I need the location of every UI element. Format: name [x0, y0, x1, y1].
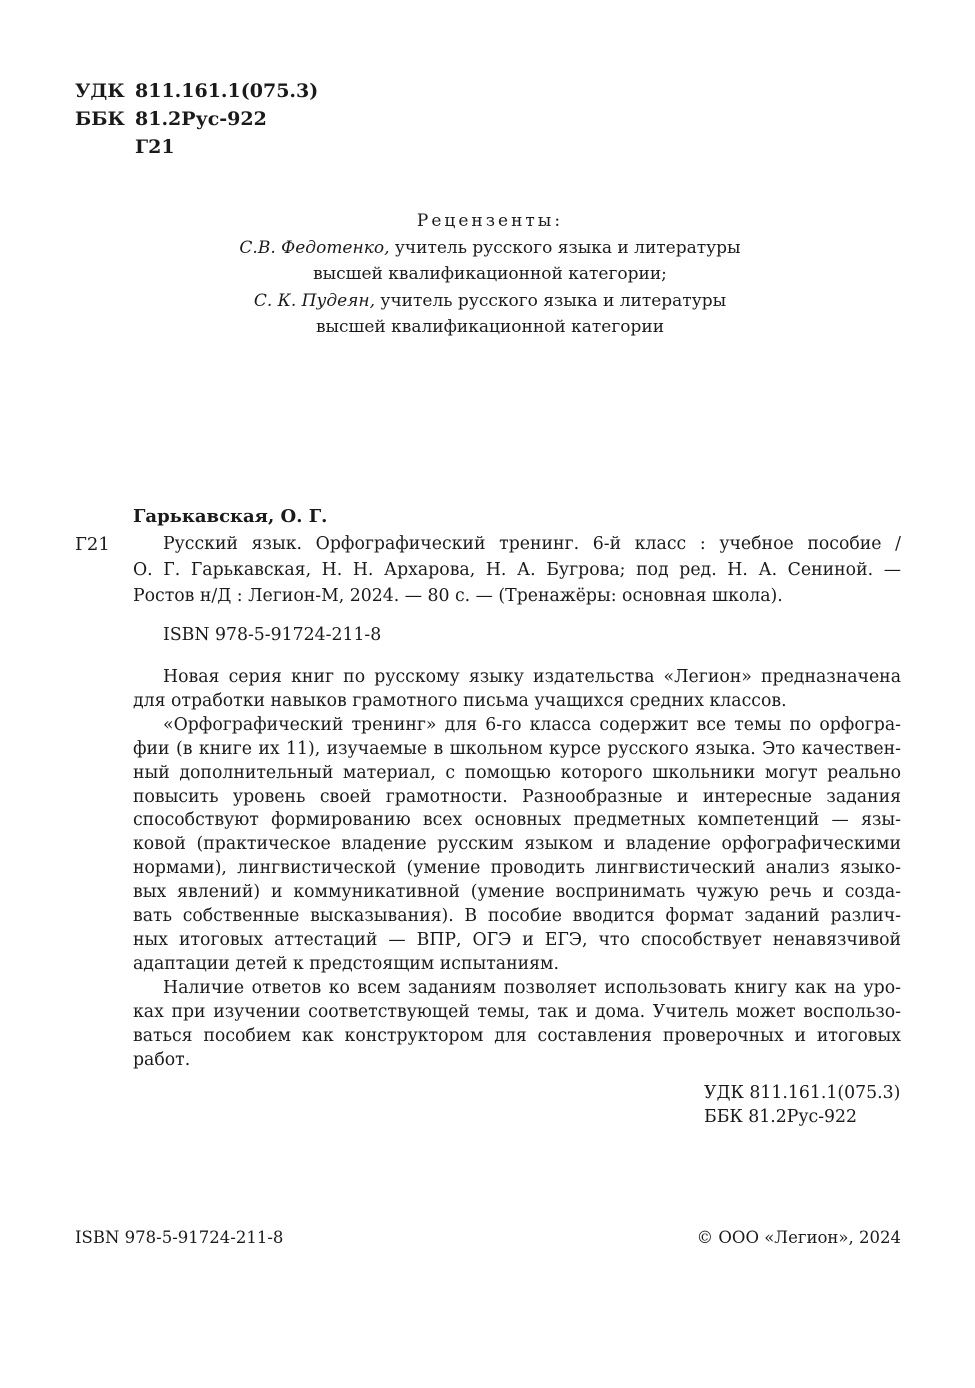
- reviewer-2-line-2: высшей квалификационной категории: [315, 317, 665, 337]
- reviewer-1-name: С.В. Федотенко,: [239, 237, 390, 258]
- reviewers-heading: Рецензенты:: [416, 211, 564, 231]
- annotation-line: ках при изучении соответствующей темы, так и дома. Учитель может воспользо-: [133, 1001, 901, 1022]
- reviewer-2-role: учитель русского языка и литературы: [375, 290, 727, 311]
- udk-label: УДК: [75, 80, 125, 102]
- bbk-label: ББК: [75, 108, 125, 130]
- annotation-line: ковой (практическое владение русским языком и владение орфографическими: [133, 834, 901, 855]
- annotation-line: ваться пособием как конструктором для составления проверочных и итоговых: [133, 1025, 901, 1046]
- author-heading: Гарькавская, О. Г.: [133, 506, 328, 527]
- reviewers-block: [140, 208, 840, 341]
- annotation-line: фии (в книге их 11), изучаемые в школьном курсе русского языка. Это качествен-: [133, 738, 901, 759]
- author-mark-row: [75, 136, 175, 158]
- bottom-codes: [704, 1081, 900, 1129]
- annotation-line: для отработки навыков грамотного письма учащихся средних классов.: [133, 690, 787, 711]
- footer-isbn: ISBN 978-5-91724-211-8: [75, 1228, 284, 1247]
- annotation-line: ный дополнительный материал, с помощью которого школьники могут реально: [133, 762, 901, 783]
- udk-value: 811.161.1(075.3): [135, 80, 319, 102]
- annotation-line: ных итоговых аттестаций — ВПР, ОГЭ и ЕГЭ, что способствует ненавязчивой: [133, 929, 901, 950]
- annotation-line: Наличие ответов ко всем заданиям позволяет использовать книгу как на уро-: [163, 977, 901, 998]
- annotation: [133, 666, 901, 1072]
- bibliographic-description: [133, 531, 901, 609]
- annotation-line: вых явлений) и коммуникативной (умение воспринимать чужую речь и созда-: [133, 882, 901, 903]
- reviewer-1-line-1: [140, 235, 840, 262]
- reviewer-2-line-1: [140, 288, 840, 315]
- annotation-line: способствуют формированию всех основных предметных компетенций — язы-: [133, 810, 901, 831]
- bib-code: Г21: [75, 534, 110, 555]
- reviewer-2-name: С. К. Пудеян,: [253, 290, 376, 311]
- bottom-bbk: ББК 81.2Рус-922: [704, 1107, 858, 1127]
- udk-row: [75, 80, 318, 102]
- annotation-line: «Орфографический тренинг» для 6-го класса содержит все темы по орфогра-: [163, 714, 901, 735]
- bib-line-2: О. Г. Гарькавская, Н. Н. Архарова, Н. А. Бугрова; под ред. Н. А. Сениной. —: [133, 560, 901, 580]
- annotation-line: вать собственные высказывания). В пособие вводится формат заданий различ-: [133, 906, 901, 927]
- annotation-line: Новая серия книг по русскому языку издательства «Легион» предназначена: [163, 667, 901, 687]
- bib-line-3: Ростов н/Д : Легион-М, 2024. — 80 с. — (Тренажёры: основная школа).: [133, 586, 783, 606]
- annotation-line: работ.: [133, 1049, 191, 1070]
- reviewer-1-line-2: высшей квалификационной категории;: [313, 264, 667, 284]
- bottom-udk: УДК 811.161.1(075.3): [704, 1083, 901, 1103]
- annotation-line: нормами), лингвистической (умение проводить лингвистический анализ языко-: [133, 858, 901, 879]
- annotation-line: адаптации детей к предстоящим испытаниям.: [133, 953, 559, 974]
- bib-isbn: ISBN 978-5-91724-211-8: [163, 625, 382, 645]
- bbk-row: [75, 108, 267, 130]
- footer-copyright: © ООО «Легион», 2024: [696, 1228, 901, 1247]
- reviewer-1-role: учитель русского языка и литературы: [389, 237, 741, 258]
- author-mark: Г21: [135, 136, 175, 158]
- bib-line-1: Русский язык. Орфографический тренинг. 6-й класс : учебное пособие /: [163, 534, 901, 554]
- bbk-value: 81.2Рус-922: [135, 108, 267, 130]
- annotation-line: повысить уровень своей грамотности. Разнообразные и интересные задания: [133, 786, 901, 807]
